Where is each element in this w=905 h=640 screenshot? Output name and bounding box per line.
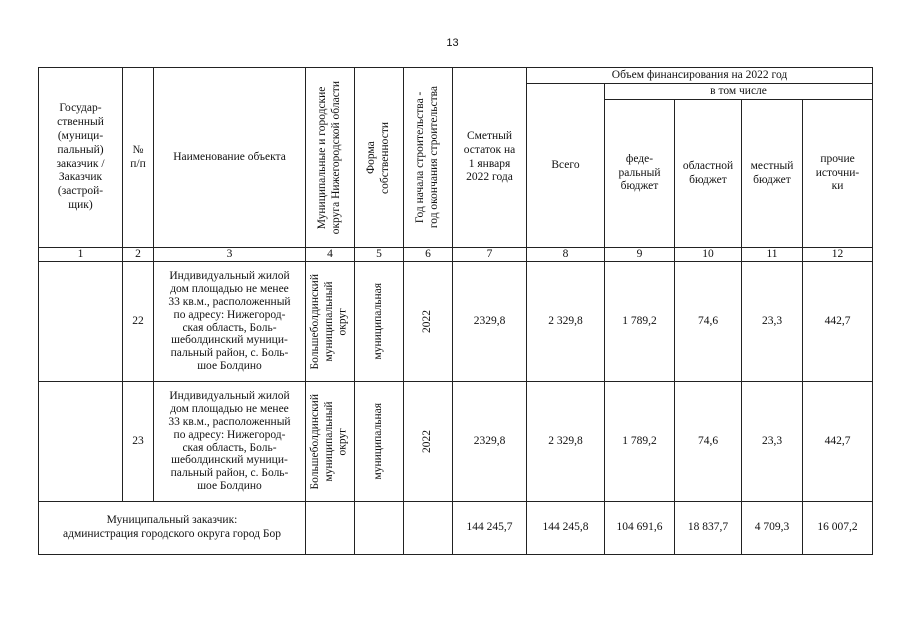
header-federal: феде- ральный бюджет bbox=[605, 100, 675, 248]
local-value: 23,3 bbox=[742, 382, 803, 502]
header-including: в том числе bbox=[605, 84, 873, 100]
row-number: 22 bbox=[123, 262, 154, 382]
ownership-cell bbox=[355, 382, 404, 502]
header-local: местный бюджет bbox=[742, 100, 803, 248]
total-value: 2 329,8 bbox=[527, 382, 605, 502]
year-text: 2022 bbox=[421, 430, 434, 453]
federal-value: 1 789,2 bbox=[605, 382, 675, 502]
ownership-text: муниципальная bbox=[372, 283, 385, 360]
other-value: 442,7 bbox=[803, 382, 873, 502]
header-regional: областной бюджет bbox=[675, 100, 742, 248]
year-cell bbox=[404, 262, 453, 382]
column-number: 2 bbox=[123, 248, 154, 262]
customer-cell bbox=[39, 262, 123, 382]
column-number: 6 bbox=[404, 248, 453, 262]
regional-value: 74,6 bbox=[675, 262, 742, 382]
column-number: 10 bbox=[675, 248, 742, 262]
column-number: 7 bbox=[453, 248, 527, 262]
summary-row bbox=[39, 502, 873, 555]
customer-cell bbox=[39, 382, 123, 502]
column-number-row bbox=[39, 248, 873, 262]
table-row bbox=[39, 262, 873, 382]
header-customer: Государ- ственный (муници- пальный) заказчик / Заказчик (застрой- щик) bbox=[39, 68, 123, 248]
year-cell bbox=[404, 382, 453, 502]
federal-value: 1 789,2 bbox=[605, 262, 675, 382]
summary-empty-cell bbox=[355, 502, 404, 555]
summary-label: Муниципальный заказчик: администрация городского округа город Бор bbox=[39, 502, 306, 555]
header-municipality-text: Муниципальные и городские округа Нижегородской области bbox=[316, 80, 342, 235]
page-number: 13 bbox=[446, 37, 459, 49]
column-number: 9 bbox=[605, 248, 675, 262]
header-ownership-text: Форма собственности bbox=[365, 121, 391, 194]
municipality-text: Большеболдинский муниципальный округ bbox=[309, 393, 349, 490]
summary-empty-cell bbox=[306, 502, 355, 555]
column-number: 8 bbox=[527, 248, 605, 262]
header-other: прочие источни- ки bbox=[803, 100, 873, 248]
estimate-value: 2329,8 bbox=[453, 382, 527, 502]
header-municipality bbox=[306, 68, 355, 248]
row-number: 23 bbox=[123, 382, 154, 502]
summary-total: 144 245,8 bbox=[527, 502, 605, 555]
summary-federal: 104 691,6 bbox=[605, 502, 675, 555]
object-name: Индивидуальный жилой дом площадью не менее 33 кв.м., расположенный по адресу: Нижегород- ская область, Боль- шеболдинский муници- пальный район, с. Боль- шое Болдино bbox=[154, 382, 306, 502]
other-value: 442,7 bbox=[803, 262, 873, 382]
summary-local: 4 709,3 bbox=[742, 502, 803, 555]
municipality-text: Большеболдинский муниципальный округ bbox=[309, 273, 349, 370]
column-number: 3 bbox=[154, 248, 306, 262]
header-ownership bbox=[355, 68, 404, 248]
summary-other: 16 007,2 bbox=[803, 502, 873, 555]
municipality-cell bbox=[306, 262, 355, 382]
column-number: 11 bbox=[742, 248, 803, 262]
column-number: 1 bbox=[39, 248, 123, 262]
header-total: Всего bbox=[527, 84, 605, 248]
column-number: 12 bbox=[803, 248, 873, 262]
regional-value: 74,6 bbox=[675, 382, 742, 502]
year-text: 2022 bbox=[421, 310, 434, 333]
summary-empty-cell bbox=[404, 502, 453, 555]
ownership-text: муниципальная bbox=[372, 403, 385, 480]
estimate-value: 2329,8 bbox=[453, 262, 527, 382]
object-name: Индивидуальный жилой дом площадью не менее 33 кв.м., расположенный по адресу: Нижегород- ская область, Боль- шеболдинский муници- пальный район, с. Боль- шое Болдино bbox=[154, 262, 306, 382]
financing-table bbox=[38, 67, 873, 555]
header-row-1 bbox=[39, 68, 873, 84]
header-object-name: Наименование объекта bbox=[154, 68, 306, 248]
municipality-cell bbox=[306, 382, 355, 502]
header-estimate: Сметный остаток на 1 января 2022 года bbox=[453, 68, 527, 248]
header-number: № п/п bbox=[123, 68, 154, 248]
summary-estimate: 144 245,7 bbox=[453, 502, 527, 555]
column-number: 4 bbox=[306, 248, 355, 262]
summary-regional: 18 837,7 bbox=[675, 502, 742, 555]
ownership-cell bbox=[355, 262, 404, 382]
column-number: 5 bbox=[355, 248, 404, 262]
local-value: 23,3 bbox=[742, 262, 803, 382]
header-years bbox=[404, 68, 453, 248]
header-years-text: Год начала строительства - год окончания строительства bbox=[414, 86, 440, 229]
header-financing: Объем финансирования на 2022 год bbox=[527, 68, 873, 84]
table-row bbox=[39, 382, 873, 502]
total-value: 2 329,8 bbox=[527, 262, 605, 382]
